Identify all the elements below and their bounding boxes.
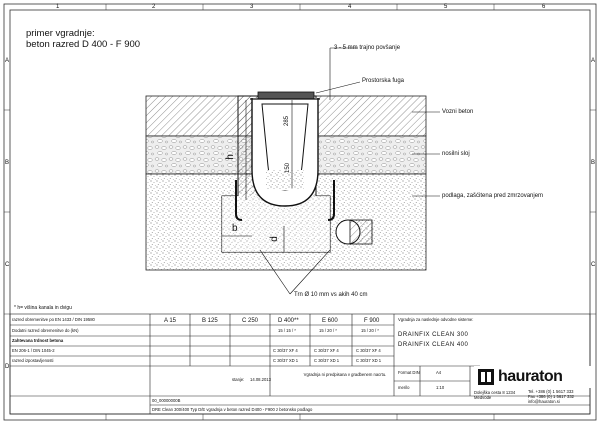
dim-285: 285: [284, 115, 291, 127]
row-marker-b-right: B: [591, 160, 596, 166]
code-f900-1: C 30/37 XF 4: [356, 348, 381, 353]
drawing-title: [26, 28, 140, 50]
dim-150: 150: [285, 162, 292, 174]
dim-b: b: [232, 223, 238, 234]
road-concrete-label: Vozni beton: [442, 109, 474, 115]
col-marker-2: 2: [152, 4, 156, 10]
rebar-label: Trn Ø 10 mm vs akih 40 cm: [294, 292, 368, 298]
format-value: A4: [436, 370, 442, 375]
class-b125: B 125: [202, 318, 218, 324]
row-marker-a: A: [5, 58, 10, 64]
row-label-standard: EN 206-1 / DIN 1045-2: [12, 348, 55, 353]
value-d400: 15 / 15 / *: [278, 328, 296, 333]
company-address: Dolejška cesta 8 1234 Medvode: [474, 390, 516, 400]
class-e600: E 600: [322, 318, 338, 324]
disclaimer: Vgradnja ni predpisana v gradbenem nacrtu.: [303, 372, 387, 377]
hauraton-logo: [474, 366, 594, 388]
class-a15: A 15: [164, 318, 177, 324]
footer-note: DRE Clean 300/400 Typ D/E vgradnja v beton razred D400 - F900 z betonsko podlago: [152, 407, 313, 412]
scale-label: merilo: [398, 385, 410, 390]
col-marker-4: 4: [348, 4, 352, 10]
class-d400: D 400**: [278, 318, 299, 324]
base-layer-label: nosilni sloj: [442, 151, 470, 157]
code-d400-1: C 30/37 XF 4: [273, 348, 298, 353]
company-fax: Fax +386 (0) 1 5617 332: [528, 394, 574, 399]
class-f900: F 900: [364, 318, 380, 324]
grating: [258, 92, 314, 99]
value-f900: 15 / 20 / *: [361, 328, 379, 333]
dim-h: h: [224, 154, 236, 160]
title-line-2: beton razred D 400 - F 900: [26, 39, 141, 50]
company-phone: Tel. +386 (0) 1 5617 333: [528, 389, 574, 394]
expansion-joint-label: Prostorska fuga: [362, 78, 405, 84]
system-header: Vgradnja za naslednje odvodne sisteme:: [398, 317, 474, 322]
subgrade-label: podlaga, zašćitena pred zmrzovanjem: [442, 193, 544, 199]
code-d400-2: C 30/37 XD 1: [273, 358, 299, 363]
hauraton-logo-mark: [478, 369, 494, 385]
code-e600-2: C 30/37 XD 1: [314, 358, 340, 363]
surface-finish-label: 3 - 5 mm trajno povšanje: [334, 45, 401, 51]
code-f900-2: C 30/37 XD 1: [356, 358, 382, 363]
row-marker-d: D: [5, 364, 10, 370]
stamp-date: 14.08.2013: [250, 377, 271, 382]
system-1: DRAINFIX CLEAN 300: [398, 332, 469, 338]
format-label: Format DIN: [398, 370, 420, 375]
footnote: * h= višina kanala in dvigu: [14, 305, 72, 311]
class-c250: C 250: [242, 318, 259, 324]
dim-d: d: [268, 236, 280, 242]
row-label-concrete-strength: Zahtevana trdnost betona: [12, 338, 64, 343]
title-line-1: primer vgradnje:: [26, 28, 95, 39]
row-label-exposure: razred izpostavljenosti: [12, 358, 54, 363]
code-e600-1: C 30/37 XF 4: [314, 348, 339, 353]
col-marker-5: 5: [444, 4, 448, 10]
col-marker-6: 6: [542, 4, 546, 10]
value-e600: 15 / 20 / *: [319, 328, 337, 333]
col-marker-1: 1: [56, 4, 60, 10]
company-email: info@hauraton.si: [528, 399, 560, 404]
drawing-number: 00_00000000B: [152, 398, 181, 403]
stamp-label: stanje:: [232, 377, 245, 382]
system-2: DRAINFIX CLEAN 400: [398, 342, 469, 348]
col-marker-3: 3: [250, 4, 254, 10]
hauraton-logo-text: hauraton: [498, 368, 563, 385]
row-marker-a-right: A: [591, 58, 596, 64]
row-marker-c: C: [5, 262, 10, 268]
row-label-extra-load: Dodatni razred obremenitve do (kN): [12, 328, 79, 333]
row-label-load-class: razred obremenitve po EN 1433 / DIN 19580: [12, 317, 95, 322]
row-marker-b: B: [5, 160, 10, 166]
scale-value: 1:10: [436, 385, 445, 390]
row-marker-c-right: C: [591, 262, 596, 268]
